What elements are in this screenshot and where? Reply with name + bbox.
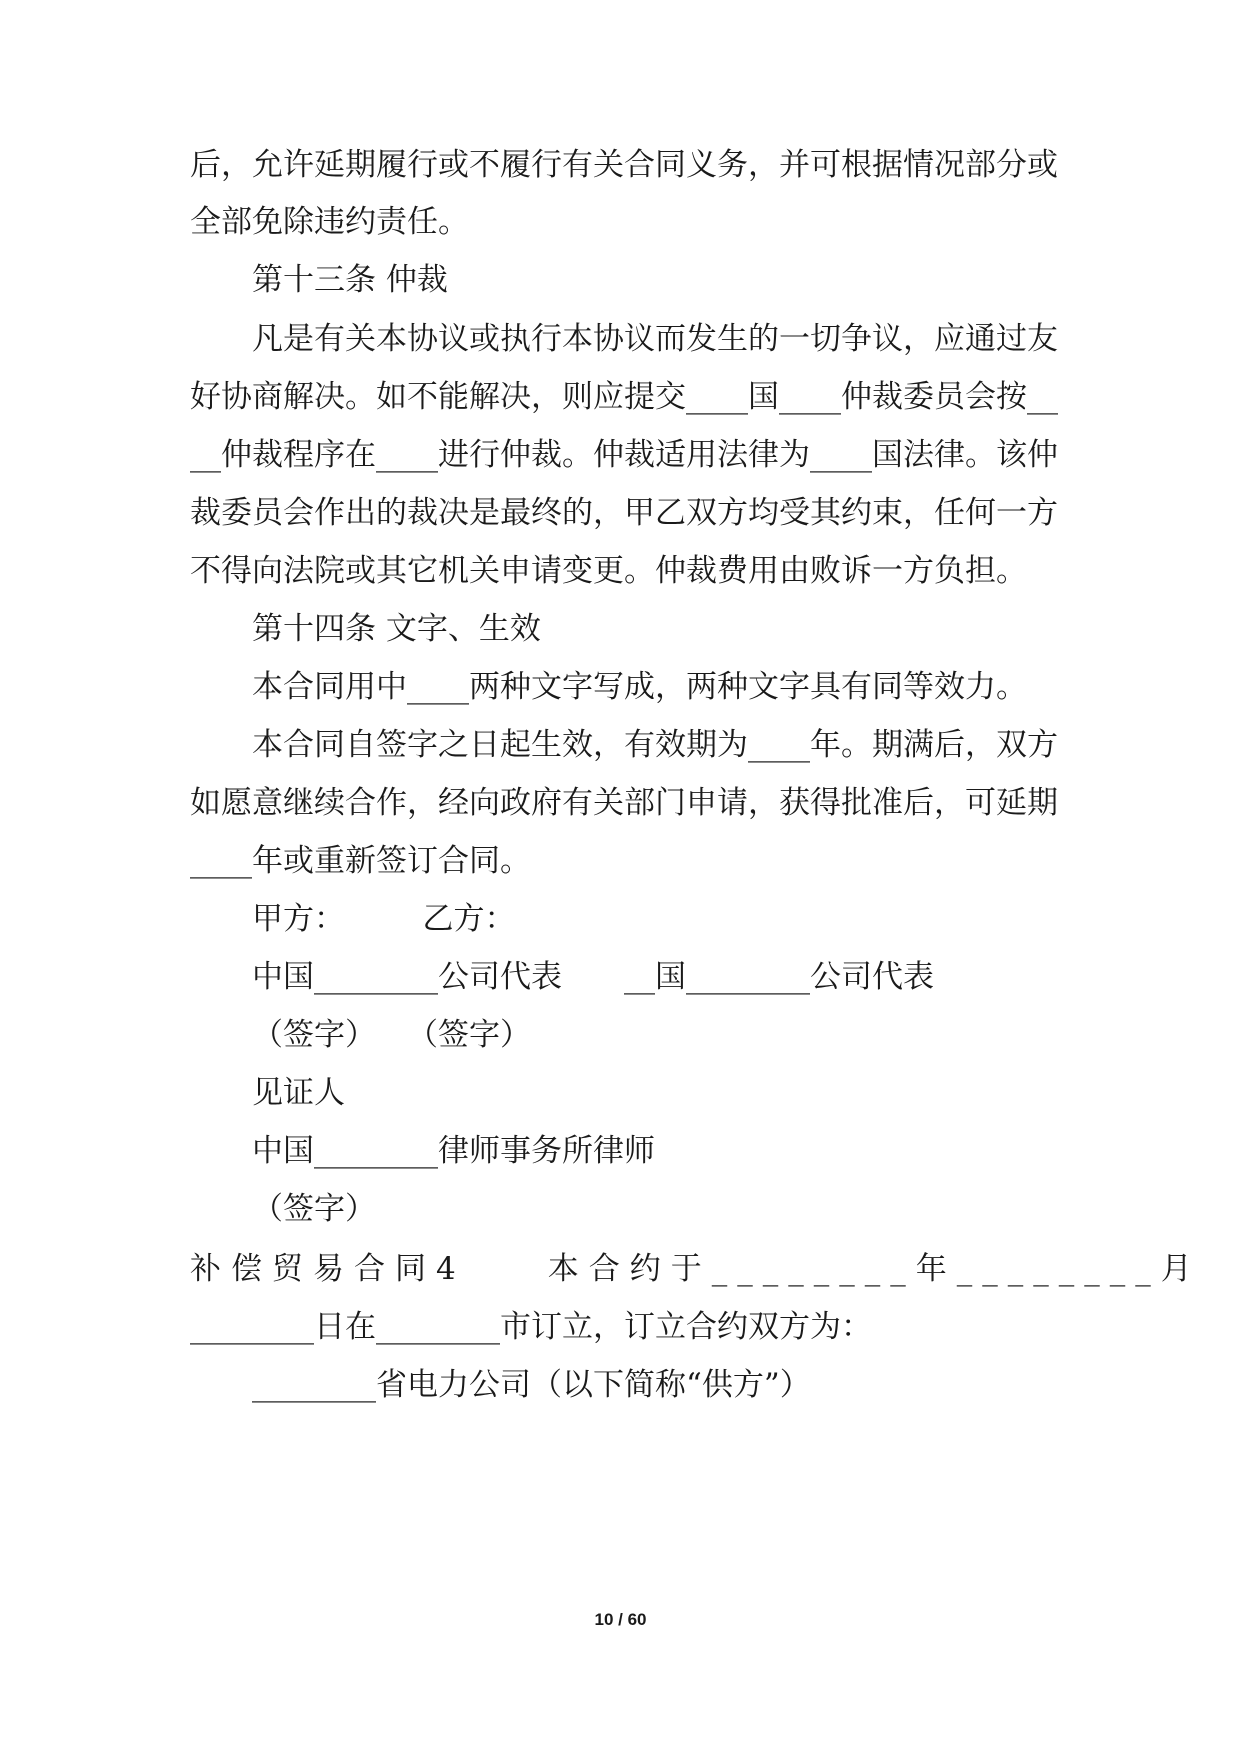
witness-signature: （签字）	[252, 1191, 376, 1227]
contract-4-heading: 补偿贸易合同4 本合约于________年________月	[190, 1251, 1202, 1287]
signature-labels: （签字） （签字）	[252, 1017, 531, 1053]
paragraph-line: 本合同自签字之日起生效，有效期为____年。期满后，双方	[252, 727, 1058, 763]
paragraph-line: 本合同用中____两种文字写成，两种文字具有同等效力。	[252, 669, 1027, 705]
paragraph-line: 好协商解决。如不能解决，则应提交____国____仲裁委员会按__	[190, 379, 1058, 415]
paragraph-line: ____年或重新签订合同。	[190, 843, 531, 879]
paragraph-line: 裁委员会作出的裁决是最终的，甲乙双方均受其约束，任何一方	[190, 495, 1058, 531]
paragraph-line: 后，允许延期履行或不履行有关合同义务，并可根据情况部分或	[190, 147, 1058, 183]
party-representatives: 中国________公司代表 __国________公司代表	[252, 959, 934, 995]
paragraph-line: __仲裁程序在____进行仲裁。仲裁适用法律为____国法律。该仲	[190, 437, 1058, 473]
paragraph-line: 不得向法院或其它机关申请变更。仲裁费用由败诉一方负担。	[190, 553, 1027, 589]
witness-label: 见证人	[252, 1075, 345, 1111]
paragraph-line: 凡是有关本协议或执行本协议而发生的一切争议，应通过友	[252, 321, 1058, 357]
party-labels: 甲方： 乙方：	[252, 901, 516, 937]
witness-lawyer: 中国________律师事务所律师	[252, 1133, 655, 1169]
paragraph-line: 如愿意继续合作，经向政府有关部门申请，获得批准后，可延期	[190, 785, 1058, 821]
article-14-heading: 第十四条 文字、生效	[252, 611, 541, 647]
paragraph-line: ________日在________市订立，订立合约双方为：	[190, 1309, 872, 1345]
page-number: 10 / 60	[594, 1610, 647, 1629]
article-13-heading: 第十三条 仲裁	[252, 262, 448, 298]
supplier-line: ________省电力公司（以下简称“供方”）	[252, 1367, 811, 1403]
paragraph-line: 全部免除违约责任。	[190, 204, 469, 240]
